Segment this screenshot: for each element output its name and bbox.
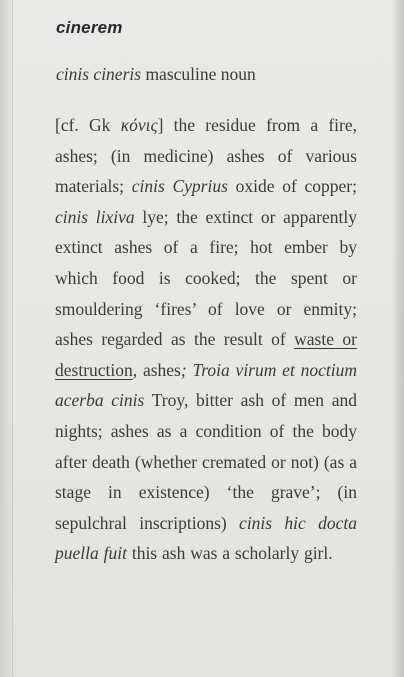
- entry-grammar: [56, 64, 256, 85]
- def-etymology-open: [cf. Gk: [55, 115, 121, 135]
- entry-definition: [55, 110, 357, 569]
- def-sense-ashes: , ashes: [132, 359, 181, 380]
- def-sense-residue: ] the residue from a fire, ashes; (in medicine) ashes of various materials;: [55, 115, 358, 197]
- grammar-part-of-speech: masculine noun: [141, 64, 256, 84]
- page-fold-line: [12, 0, 13, 677]
- def-sense-troy-grave: Troy, bitter ash of men and nights; ashes as a condition of the body after death (whether cremated or not) (as a stage in existence) ‘the grave’; (in sepulchral inscriptions): [55, 390, 357, 533]
- def-latin-phrase-cyprius: cinis Cyprius: [131, 176, 228, 197]
- grammar-lemma: cinis cineris: [56, 64, 142, 84]
- entry-headword: cinerem: [56, 18, 123, 37]
- def-greek-word: κόνις: [120, 115, 158, 135]
- def-latin-phrase-lixiva: cinis lixiva: [55, 206, 135, 227]
- scan-shadow-right: [392, 0, 404, 677]
- def-sense-scholarly-girl: this ash was a scholarly girl.: [126, 543, 333, 564]
- def-latin-quote-troia: ; Troia virum et noctium acerba cinis: [55, 359, 357, 411]
- def-sense-oxide: oxide of copper;: [227, 176, 357, 197]
- def-sense-lye-ember: lye; the extinct or apparently extinct ashes of a fire; hot ember by which food is cooked; the spent or smouldering ‘fires’ of love or enmity; ashes regarded as the result of: [55, 206, 357, 350]
- def-underlined-phrase: waste or destruction: [55, 329, 357, 380]
- def-latin-quote-epitaph: cinis hic docta puella fuit: [55, 512, 357, 564]
